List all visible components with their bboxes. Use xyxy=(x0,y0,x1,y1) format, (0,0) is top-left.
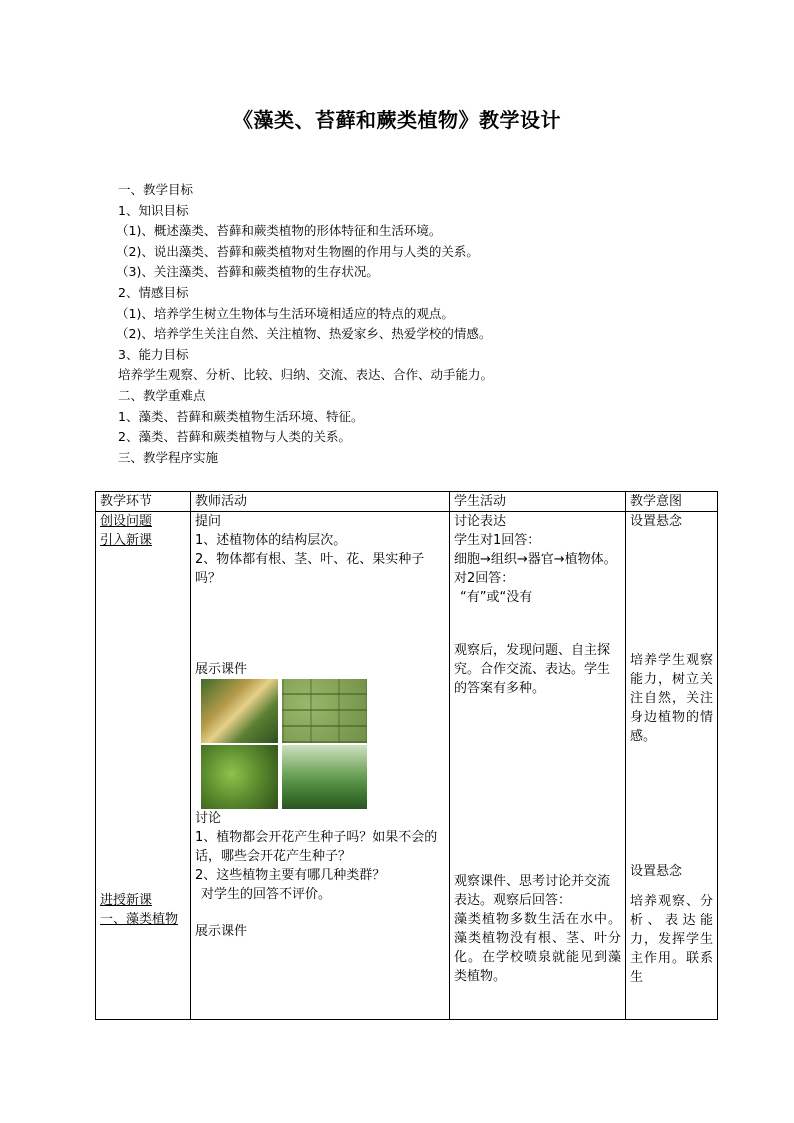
teacher-ask: 提问 xyxy=(195,514,222,529)
objectives-section xyxy=(118,180,718,468)
stage-cell xyxy=(96,512,191,1020)
intent-suspense-2: 设置悬念 xyxy=(630,864,683,879)
table-header-row xyxy=(96,492,718,512)
knowledge-item-1: （1)、概述藻类、苔藓和蕨类植物的形体特征和生活环境。 xyxy=(116,223,442,239)
subheading-ability: 3、能力目标 xyxy=(118,346,189,362)
teacher-show-slides-2: 展示课件 xyxy=(195,924,248,939)
student-answer1-label: 学生对1回答： xyxy=(454,533,541,548)
heading-procedure: 三、教学程序实施 xyxy=(118,449,219,465)
heading-objectives: 一、教学目标 xyxy=(118,182,194,197)
student-answer2-label: 对2回答： xyxy=(454,571,515,586)
teacher-q1: 1、述植物体的结构层次。 xyxy=(195,533,347,548)
table-row xyxy=(96,512,718,1020)
teacher-q2: 2、物体都有根、茎、叶、花、果实种子吗？ xyxy=(195,552,425,586)
teacher-discuss-q1: 1、植物都会开花产生种子吗？如果不会的话，哪些会开花产生种子？ xyxy=(195,830,438,864)
student-observe-slides: 观察课件、思考讨论并交流表达。观察后回答： xyxy=(454,874,611,908)
key-point-1: 1、藻类、苔藓和蕨类植物生活环境、特征。 xyxy=(118,408,364,424)
student-observe: 观察后，发现问题、自主探究。合作交流、表达。学生的答案有多种。 xyxy=(454,643,611,696)
algae-photo xyxy=(201,679,278,743)
teacher-discuss-q2: 2、这些植物主要有哪几种类群？ xyxy=(195,868,386,883)
student-answer1: 细胞→组织→器官→植物体。 xyxy=(454,552,617,567)
stage-introduce-lesson: 引入新课 xyxy=(100,533,153,548)
stage-algae: 一、藻类植物 xyxy=(100,912,179,927)
moss-wall-photo xyxy=(282,679,367,743)
header-stage: 教学环节 xyxy=(96,492,191,512)
stage-create-question: 创设问题 xyxy=(100,514,153,529)
subheading-emotion: 2、情感目标 xyxy=(118,284,189,300)
knowledge-item-3: （3)、关注藻类、苔藓和蕨类植物的生存状况。 xyxy=(116,264,379,280)
intent-suspense-1: 设置悬念 xyxy=(630,514,683,529)
key-point-2: 2、藻类、苔藓和蕨类植物与人类的关系。 xyxy=(118,429,351,445)
page-title: 《藻类、苔藓和蕨类植物》教学设计 xyxy=(233,108,561,132)
intent-observe: 培养学生观察能力，树立关注自然，关注身边植物的情感。 xyxy=(630,653,713,744)
header-student: 学生活动 xyxy=(450,492,626,512)
moss-plant-photo xyxy=(201,745,278,809)
intent-cell xyxy=(626,512,718,1020)
heading-key-points: 二、教学重难点 xyxy=(118,387,206,403)
stage-new-lesson: 进授新课 xyxy=(100,893,153,908)
emotion-item-2: （2)、培养学生关注自然、关注植物、热爱家乡、热爱学校的情感。 xyxy=(116,326,492,342)
header-teacher: 教师活动 xyxy=(191,492,450,512)
knowledge-item-2: （2)、说出藻类、苔藓和蕨类植物对生物圈的作用与人类的关系。 xyxy=(116,243,479,259)
teacher-activity-cell xyxy=(191,512,450,1020)
student-answer2: “有”或“没有 xyxy=(460,590,533,605)
teacher-no-evaluation: 对学生的回答不评价。 xyxy=(201,887,332,902)
emotion-item-1: （1)、培养学生树立生物体与生活环境相适应的特点的观点。 xyxy=(116,305,454,321)
student-discuss: 讨论表达 xyxy=(454,514,507,529)
ability-text: 培养学生观察、分析、比较、归纳、交流、表达、合作、动手能力。 xyxy=(118,367,494,383)
plant-photo-grid xyxy=(201,679,445,809)
fern-photo xyxy=(282,745,367,809)
teacher-discuss: 讨论 xyxy=(195,811,222,826)
subheading-knowledge: 1、知识目标 xyxy=(118,202,189,218)
student-activity-cell xyxy=(450,512,626,1020)
teacher-show-slides: 展示课件 xyxy=(195,662,248,677)
lesson-plan-table xyxy=(95,491,718,1020)
intent-analysis: 培养观察、分析、表达能力，发挥学生主作用。联系生 xyxy=(630,894,713,985)
header-intent: 教学意图 xyxy=(626,492,718,512)
student-algae-answer: 藻类植物多数生活在水中。藻类植物没有根、茎、叶分化。在学校喷泉就能见到藻类植物。 xyxy=(454,912,621,984)
